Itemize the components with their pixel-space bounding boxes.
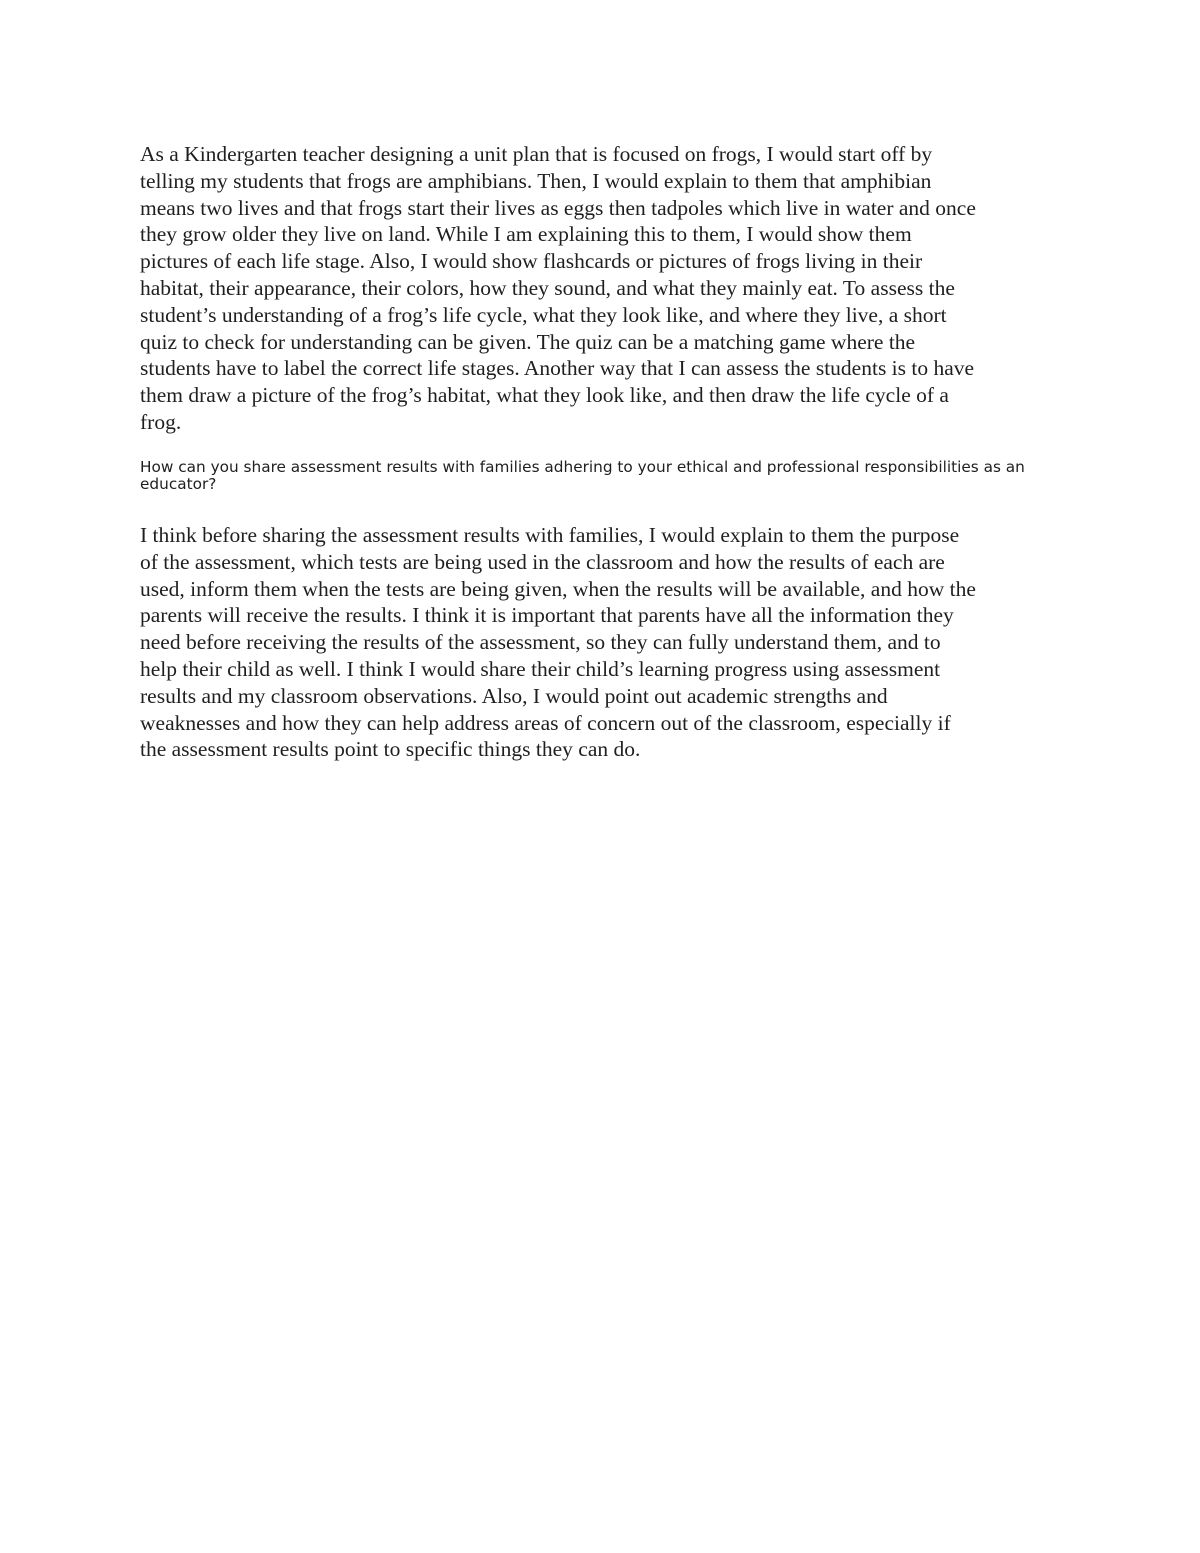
- answer-paragraph: I think before sharing the assessment results with families, I would explain to them the purpose of the assessment, which tests are being used in the classroom and how the results of each are used, inform them when the tests are being given, when the results will be available, and how the parents will receive the results. I think it is important that parents have all the information they need before receiving the results of the assessment, so they can fully understand them, and to help their child as well. I think I would share their child’s learning progress using assessment results and my classroom observations. Also, I would point out academic strengths and weaknesses and how they can help address areas of concern out of the classroom, especially if the assessment results point to specific things they can do.: [140, 522, 976, 762]
- assessment-question: How can you share assessment results with families adhering to your ethical and professional responsibilities as an educator?: [140, 457, 1025, 494]
- unit-plan-paragraph: As a Kindergarten teacher designing a unit plan that is focused on frogs, I would start off by telling my students that frogs are amphibians. Then, I would explain to them that amphibian means two lives and that frogs start their lives as eggs then tadpoles which live in water and once they grow older they live on land. While I am explaining this to them, I would show them pictures of each life stage. Also, I would show flashcards or pictures of frogs living in their habitat, their appearance, their colors, how they sound, and what they mainly eat. To assess the student’s understanding of a frog’s life cycle, what they look like, and where they live, a short quiz to check for understanding can be given. The quiz can be a matching game where the students have to label the correct life stages. Another way that I can assess the students is to have them draw a picture of the frog’s habitat, what they look like, and then draw the life cycle of a frog.: [140, 142, 976, 434]
- document-body: [140, 141, 1060, 763]
